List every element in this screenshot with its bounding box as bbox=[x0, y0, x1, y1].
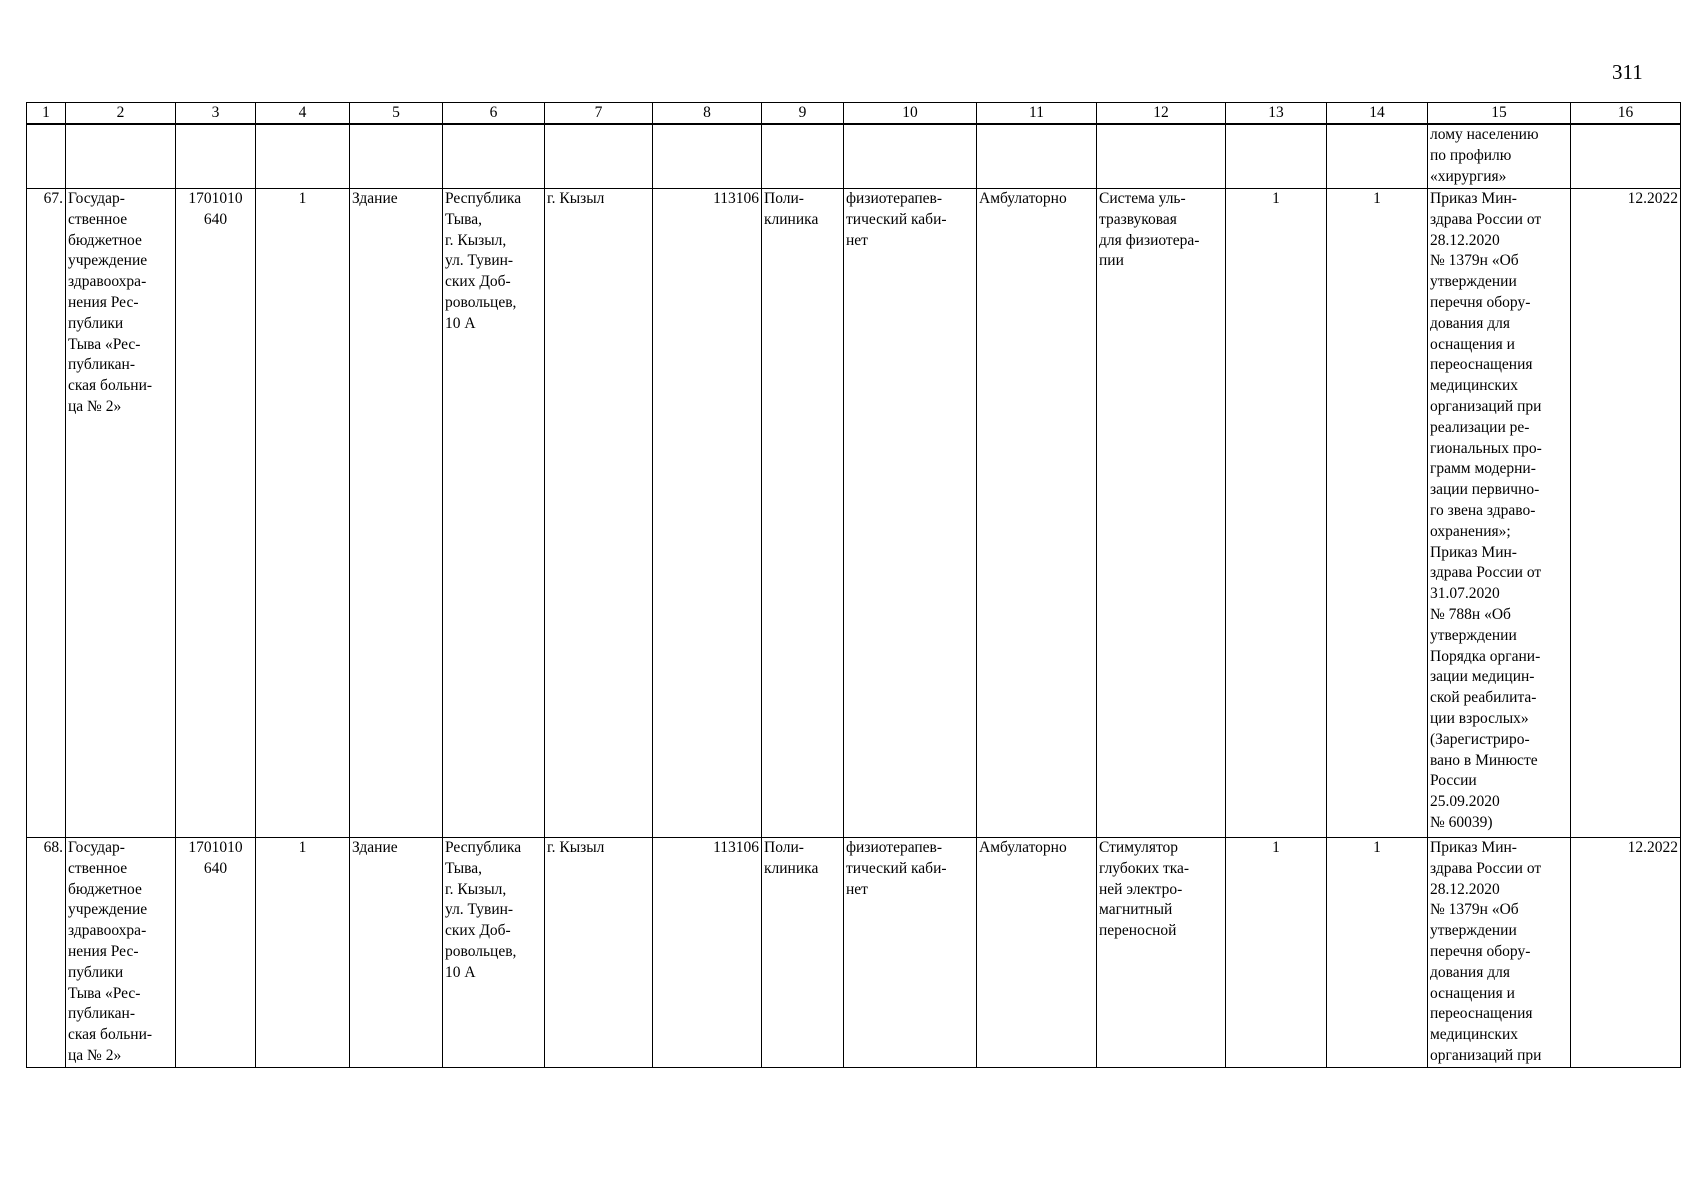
empty-cell bbox=[176, 124, 256, 189]
row-number: 68. bbox=[27, 838, 66, 1068]
empty-cell bbox=[66, 124, 176, 189]
empty-cell bbox=[1571, 124, 1681, 189]
equipment-cell: Система уль- тразвуковая для физиотера- пии bbox=[1097, 189, 1226, 838]
table-row bbox=[27, 189, 1681, 838]
column-header: 15 bbox=[1428, 103, 1571, 125]
col4-cell: 1 bbox=[256, 838, 350, 1068]
city-cell: г. Кызыл bbox=[545, 838, 653, 1068]
column-number-row bbox=[27, 103, 1681, 125]
empty-cell bbox=[350, 124, 443, 189]
column-header: 11 bbox=[977, 103, 1097, 125]
column-header: 9 bbox=[762, 103, 844, 125]
care-form-cell: Амбулаторно bbox=[977, 838, 1097, 1068]
address-cell: Республика Тыва, г. Кызыл, ул. Тувин- ских Доб- ровольцев, 10 А bbox=[443, 189, 545, 838]
empty-cell bbox=[1097, 124, 1226, 189]
column-header: 8 bbox=[653, 103, 762, 125]
column-header: 10 bbox=[844, 103, 977, 125]
object-type-cell: Здание bbox=[350, 189, 443, 838]
unit-cell: Поли- клиника bbox=[762, 189, 844, 838]
empty-cell bbox=[545, 124, 653, 189]
quantity-cell: 1 bbox=[1226, 838, 1327, 1068]
empty-cell bbox=[27, 124, 66, 189]
col4-cell: 1 bbox=[256, 189, 350, 838]
date-cell: 12.2022 bbox=[1571, 189, 1681, 838]
object-type-cell: Здание bbox=[350, 838, 443, 1068]
empty-cell bbox=[1226, 124, 1327, 189]
col8-cell: 113106 bbox=[653, 838, 762, 1068]
care-form-cell: Амбулаторно bbox=[977, 189, 1097, 838]
register-table bbox=[26, 102, 1681, 1068]
col8-cell: 113106 bbox=[653, 189, 762, 838]
column-header: 4 bbox=[256, 103, 350, 125]
address-cell: Республика Тыва, г. Кызыл, ул. Тувин- ских Доб- ровольцев, 10 А bbox=[443, 838, 545, 1068]
column-header: 6 bbox=[443, 103, 545, 125]
institution-cell: Государ- ственное бюджетное учреждение здравоохра- нения Рес- публики Тыва «Рес- публикан- ская больни- ца № 2» bbox=[66, 838, 176, 1068]
quantity-cell: 1 bbox=[1226, 189, 1327, 838]
basis-cell: Приказ Мин- здрава России от 28.12.2020 № 1379н «Об утверждении перечня обору- дования для оснащения и переоснащения медицинских организаций при реализации ре- гиональных про- грамм модерни- зации первично- го звена здраво- охранения»; Приказ Мин- здрава России от 31.07.2020 № 788н «Об утверждении Порядка органи- зации медицин- ской реабилита- ции взрослых» (Зарегистриро- вано в Минюсте России 25.09.2020 № 60039) bbox=[1428, 189, 1571, 838]
column-header: 7 bbox=[545, 103, 653, 125]
row-number: 67. bbox=[27, 189, 66, 838]
institution-cell: Государ- ственное бюджетное учреждение здравоохра- нения Рес- публики Тыва «Рес- публикан- ская больни- ца № 2» bbox=[66, 189, 176, 838]
empty-cell bbox=[1327, 124, 1428, 189]
page-number: 311 bbox=[1612, 60, 1643, 84]
empty-cell bbox=[844, 124, 977, 189]
quantity-cell: 1 bbox=[1327, 189, 1428, 838]
column-header: 3 bbox=[176, 103, 256, 125]
room-cell: физиотерапев- тический каби- нет bbox=[844, 189, 977, 838]
column-header: 12 bbox=[1097, 103, 1226, 125]
basis-cell: лому населению по профилю «хирургия» bbox=[1428, 124, 1571, 189]
code-cell: 1701010 640 bbox=[176, 189, 256, 838]
column-header: 16 bbox=[1571, 103, 1681, 125]
unit-cell: Поли- клиника bbox=[762, 838, 844, 1068]
table-row bbox=[27, 838, 1681, 1068]
empty-cell bbox=[762, 124, 844, 189]
column-header: 1 bbox=[27, 103, 66, 125]
continuation-row bbox=[27, 124, 1681, 189]
empty-cell bbox=[443, 124, 545, 189]
date-cell: 12.2022 bbox=[1571, 838, 1681, 1068]
column-header: 14 bbox=[1327, 103, 1428, 125]
quantity-cell: 1 bbox=[1327, 838, 1428, 1068]
basis-cell: Приказ Мин- здрава России от 28.12.2020 № 1379н «Об утверждении перечня обору- дования для оснащения и переоснащения медицинских организаций при bbox=[1428, 838, 1571, 1068]
column-header: 13 bbox=[1226, 103, 1327, 125]
empty-cell bbox=[653, 124, 762, 189]
column-header: 2 bbox=[66, 103, 176, 125]
column-header: 5 bbox=[350, 103, 443, 125]
equipment-cell: Стимулятор глубоких тка- ней электро- магнитный переносной bbox=[1097, 838, 1226, 1068]
room-cell: физиотерапев- тический каби- нет bbox=[844, 838, 977, 1068]
empty-cell bbox=[256, 124, 350, 189]
city-cell: г. Кызыл bbox=[545, 189, 653, 838]
empty-cell bbox=[977, 124, 1097, 189]
code-cell: 1701010 640 bbox=[176, 838, 256, 1068]
